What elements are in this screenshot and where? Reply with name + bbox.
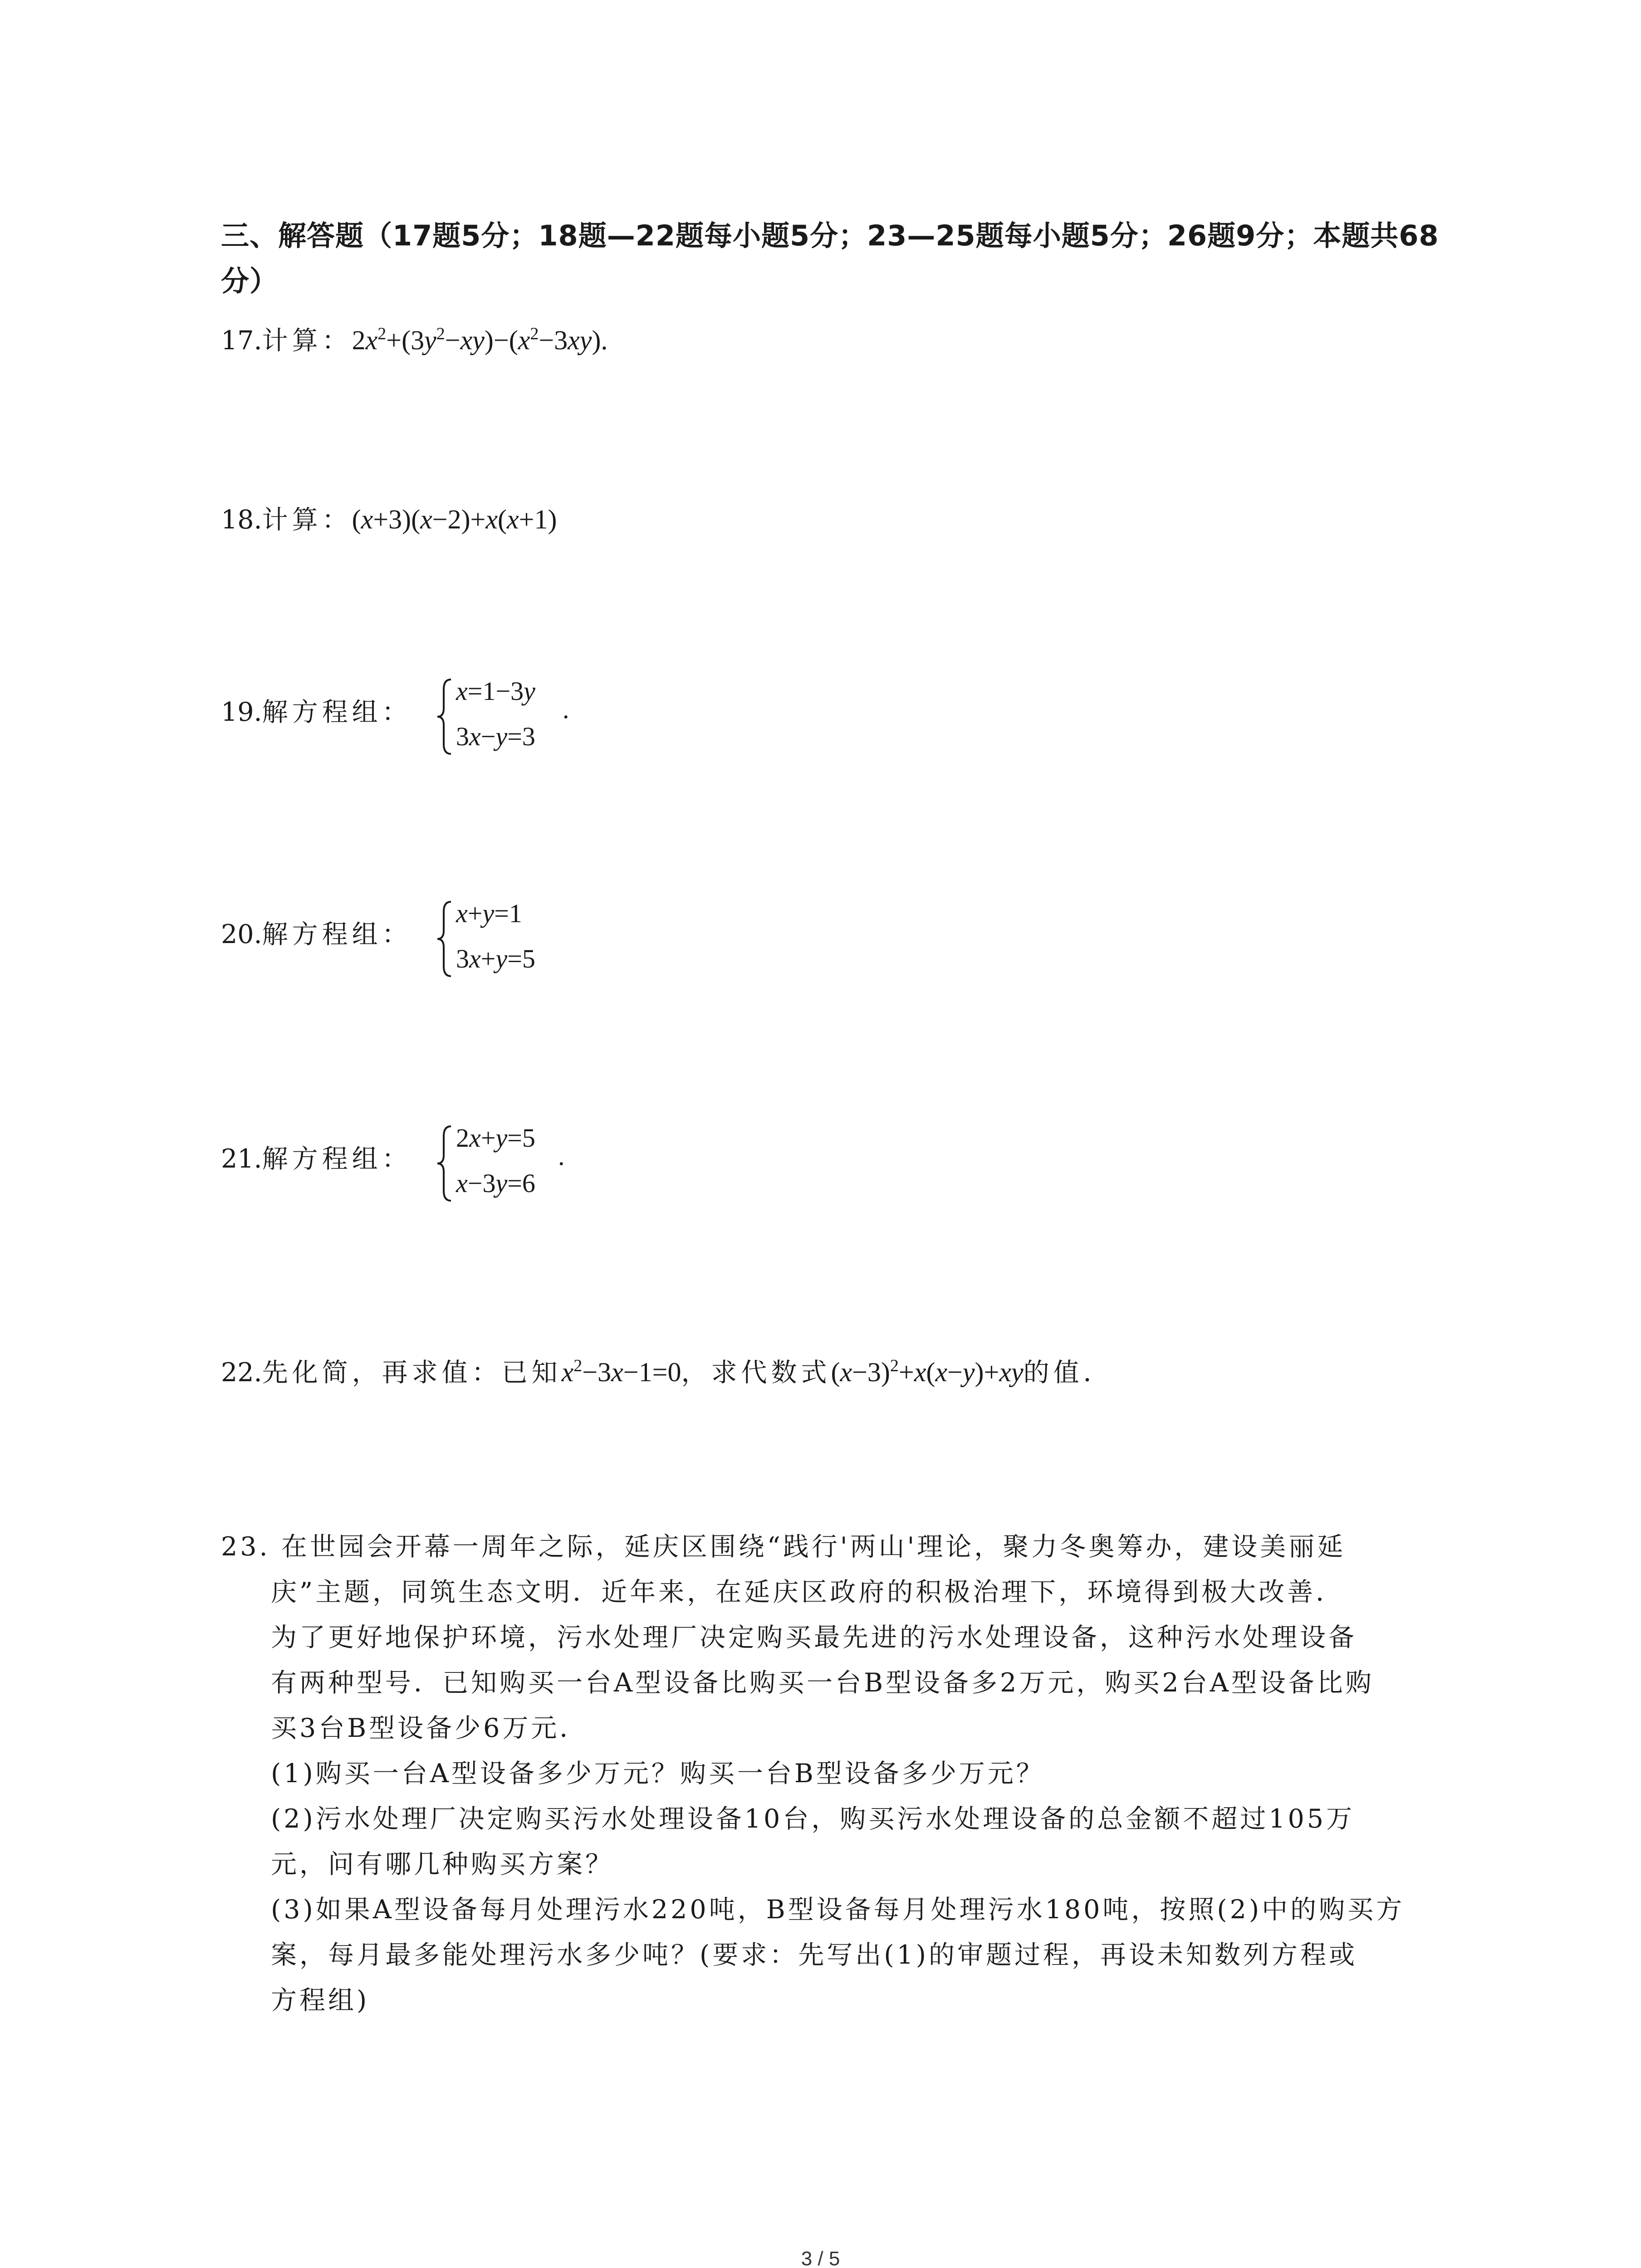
left-brace-icon <box>436 898 454 980</box>
question-number: 20. <box>221 919 262 949</box>
question-21 <box>221 1141 412 1177</box>
equation-1: x+y=1 <box>456 899 522 928</box>
question-label: 计算： <box>262 505 352 535</box>
question-number: 18. <box>221 505 262 535</box>
section-title <box>221 213 1446 304</box>
question-number: 17. <box>221 326 262 356</box>
sub-question-2-cont: 元，问有哪几种购买方案？ <box>271 1849 614 1879</box>
sub-question-3: (3)如果A型设备每月处理污水220吨，B型设备每月处理污水180吨，按照(2)中的购买方 <box>271 1895 1405 1925</box>
page-number: 3 / 5 <box>801 2248 840 2268</box>
question-number: 23. <box>221 1532 281 1562</box>
question-number: 19. <box>221 697 262 727</box>
section-title-line-2: 分） <box>221 264 279 298</box>
question-23-line: 有两种型号．已知购买一台A型设备比购买一台B型设备多2万元，购买2台A型设备比购 <box>271 1668 1374 1698</box>
question-label: 解方程组： <box>262 697 412 727</box>
question-label: 解方程组： <box>262 1144 412 1174</box>
question-23-line <box>221 1524 1428 1569</box>
section-title-line-1: 三、解答题（17题5分；18题—22题每小题5分；23—25题每小题5分；26题9分；本题共68 <box>221 219 1439 252</box>
question-20 <box>221 916 412 953</box>
question-text-mid: ，求代数式 <box>681 1358 831 1388</box>
paragraph-text: 在世园会开幕一周年之际，延庆区围绕“践行'两山'理论，聚力冬奥筹办，建设美丽延 <box>281 1532 1346 1562</box>
question-number: 22. <box>221 1358 262 1388</box>
period: . <box>563 694 569 724</box>
equation-2: x−3y=6 <box>456 1168 535 1198</box>
question-text-after: 的值． <box>1023 1358 1113 1388</box>
condition-expression: $x^2-3x-1=0$ <box>561 1356 681 1387</box>
left-brace-icon <box>436 1123 454 1204</box>
equation-2: 3x+y=5 <box>456 944 535 973</box>
equation-1: x=1−3y <box>456 676 535 706</box>
question-22 <box>221 1354 1113 1391</box>
expression: $2x^2+(3y^2-xy)-(x^2-3xy)$. <box>352 324 608 355</box>
sub-question-3-cont: 案，每月最多能处理污水多少吨？(要求：先写出(1)的审题过程，再设未知数列方程或 <box>271 1940 1357 1970</box>
question-label: 计算： <box>262 326 352 356</box>
question-23-line: 买3台B型设备少6万元． <box>271 1713 588 1743</box>
question-23 <box>221 1524 1428 2023</box>
question-17 <box>221 322 607 359</box>
question-number: 21. <box>221 1144 262 1174</box>
question-23-line: 为了更好地保护环境，污水处理厂决定购买最先进的污水处理设备，这种污水处理设备 <box>271 1623 1357 1652</box>
question-18 <box>221 501 557 538</box>
period: . <box>558 1141 565 1171</box>
sub-question-2: (2)污水处理厂决定购买污水处理设备10台，购买污水处理设备的总金额不超过105万 <box>271 1804 1355 1834</box>
left-brace-icon <box>436 676 454 758</box>
sub-question-3-end: 方程组) <box>271 1985 370 2015</box>
sub-question-1: (1)购买一台A型设备多少万元？购买一台B型设备多少万元？ <box>271 1759 1045 1789</box>
question-label: 解方程组： <box>262 919 412 949</box>
question-19 <box>221 694 412 730</box>
question-text-before: 先化简，再求值：已知 <box>262 1358 562 1388</box>
expression: (x+3)(x−2)+x(x+1) <box>352 504 557 534</box>
algebraic-expression: $(x-3)^2+x(x-y)+xy$ <box>831 1356 1024 1387</box>
equation-2: 3x−y=3 <box>456 722 535 751</box>
equation-1: 2x+y=5 <box>456 1123 535 1153</box>
question-23-line: 庆”主题，同筑生态文明．近年来，在延庆区政府的积极治理下，环境得到极大改善． <box>271 1577 1345 1607</box>
